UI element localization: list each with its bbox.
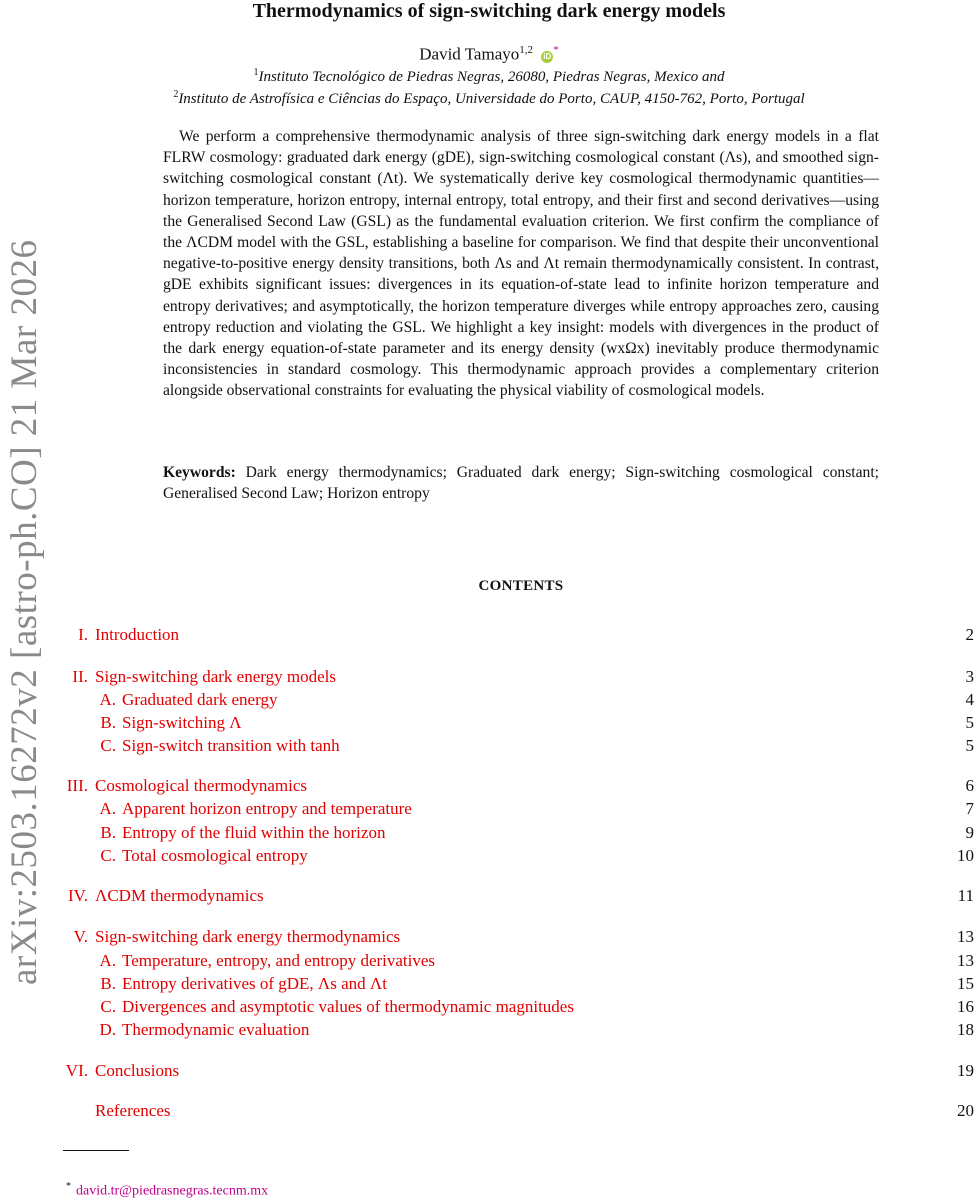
toc-entry[interactable] [0, 775, 978, 797]
toc-entry-link[interactable]: Entropy derivatives of gDE, Λs and Λt [122, 974, 387, 993]
toc-entry-number: IV. [68, 886, 88, 905]
toc-entry-link[interactable]: Introduction [95, 625, 180, 644]
toc-entry[interactable] [0, 822, 978, 844]
toc-entry[interactable] [0, 666, 978, 688]
toc-entry-page: 2 [965, 625, 974, 644]
toc-entry-page: 7 [965, 799, 974, 818]
toc-entry-page: 6 [965, 776, 974, 795]
author-line [0, 44, 978, 65]
toc-entry-number: III. [66, 776, 88, 795]
toc-entry-page: 16 [957, 997, 974, 1016]
toc-entry[interactable] [0, 950, 978, 972]
footnote [66, 1181, 268, 1200]
toc-entry-link[interactable]: Temperature, entropy, and entropy derivatives [122, 951, 436, 970]
toc-entry[interactable] [0, 996, 978, 1018]
author-name: David Tamayo [419, 44, 520, 64]
toc-entry-number: D. [99, 1020, 116, 1039]
toc-entry-number: B. [100, 823, 116, 842]
toc-entry[interactable] [0, 885, 978, 907]
toc-entry-link[interactable]: Sign-switching dark energy models [95, 667, 336, 686]
affiliation-2-mark: 2 [173, 89, 179, 100]
toc-entry-number: B. [100, 974, 116, 993]
toc-entry-number: C. [100, 997, 116, 1016]
toc-entry-page: 9 [965, 823, 974, 842]
toc-entry-link[interactable]: Apparent horizon entropy and temperature [122, 799, 412, 818]
orcid-icon[interactable]: iD [543, 51, 552, 61]
toc-entry-number: C. [100, 846, 116, 865]
toc-entry[interactable] [0, 735, 978, 757]
keywords-label: Keywords: [163, 464, 236, 481]
arxiv-identifier-stamp: arXiv:2503.16272v2 [astro-ph.CO] 21 Mar 2026 [4, 239, 45, 985]
toc-entry-link[interactable]: Total cosmological entropy [122, 846, 308, 865]
toc-entry[interactable] [0, 845, 978, 867]
paper-title: Thermodynamics of sign-switching dark energy models [252, 0, 726, 22]
toc-entry-number: B. [100, 713, 116, 732]
toc-entry[interactable] [0, 926, 978, 948]
toc-entry-number: A. [99, 951, 116, 970]
footnote-mark: * [66, 1181, 71, 1192]
toc-entry-page: 13 [957, 951, 974, 970]
toc-entry-page: 20 [957, 1101, 974, 1120]
toc-entry[interactable] [0, 798, 978, 820]
keywords [163, 462, 879, 504]
author-email-link[interactable]: david.tr@piedrasnegras.tecnm.mx [76, 1183, 269, 1199]
toc-entry-page: 19 [957, 1061, 974, 1080]
toc-entry[interactable] [0, 689, 978, 711]
footnote-divider [63, 1150, 129, 1151]
toc-entry-page: 5 [965, 713, 974, 732]
toc-entry-page: 15 [957, 974, 974, 993]
toc-entry-number: V. [73, 927, 88, 946]
toc-entry-page: 13 [957, 927, 974, 946]
toc-entry-link[interactable]: Sign-switching dark energy thermodynamics [95, 927, 401, 946]
keywords-text: Dark energy thermodynamics; Graduated dark energy; Sign-switching cosmological constant; Generalised Second Law; Horizon entropy [163, 464, 879, 503]
affiliation-1-text: Instituto Tecnológico de Piedras Negras, 26080, Piedras Negras, Mexico and [258, 69, 725, 85]
toc-entry-page: 3 [965, 667, 974, 686]
toc-entry-number: A. [99, 690, 116, 709]
affiliation-2 [0, 89, 978, 108]
abstract: We perform a comprehensive thermodynamic analysis of three sign-switching dark energy models in a flat FLRW cosmology: graduated dark energy (gDE), sign-switching cosmological constant (Λs), and smoothed sign-switching cosmological constant (Λt). We systematically derive key cosmological thermodynamic quantities—horizon temperature, horizon entropy, internal entropy, total entropy, and their first and second derivatives—using the Generalised Second Law (GSL) as the fundamental evaluation criterion. We first confirm the compliance of the ΛCDM model with the GSL, establishing a baseline for comparison. We find that despite their unconventional negative-to-positive energy density transitions, both Λs and Λt remain thermodynamically consistent. In contrast, gDE exhibits significant issues: divergences in its equation-of-state lead to infinite horizon temperature and entropy derivatives; and asymptotically, the horizon temperature diverges while entropy approaches zero, causing entropy reduction and violating the GSL. We highlight a key insight: models with divergences in the product of the dark energy equation-of-state parameter and its energy density (wxΩx) inevitably produce thermodynamic inconsistencies in standard cosmology. This thermodynamic approach provides a complementary criterion alongside observational constraints for evaluating the physical viability of cosmological models. [163, 128, 879, 400]
toc-entry[interactable] [0, 1019, 978, 1041]
toc-entry-number: A. [99, 799, 116, 818]
toc-entry-link[interactable]: Thermodynamic evaluation [122, 1020, 310, 1039]
affiliation-1 [0, 67, 978, 86]
toc-entry-page: 18 [957, 1020, 974, 1039]
toc-entry-link[interactable]: Sign-switching Λ [122, 713, 242, 732]
toc-entry-page: 11 [957, 886, 974, 905]
toc-entry-number: I. [78, 625, 88, 644]
author-footnote-mark[interactable]: * [553, 44, 559, 56]
toc-entry-link[interactable]: References [95, 1101, 171, 1120]
toc-entry-page: 10 [957, 846, 974, 865]
toc-entry-link[interactable]: Divergences and asymptotic values of thermodynamic magnitudes [122, 997, 574, 1016]
toc-entry-link[interactable]: Graduated dark energy [122, 690, 278, 709]
contents-heading: CONTENTS [478, 578, 564, 594]
toc-entry-link[interactable]: Entropy of the fluid within the horizon [122, 823, 386, 842]
toc-entry-number: VI. [65, 1061, 88, 1080]
toc-entry-link[interactable]: ΛCDM thermodynamics [95, 886, 264, 905]
toc-entry-link[interactable]: Sign-switch transition with tanh [122, 736, 340, 755]
toc-entry-number: C. [100, 736, 116, 755]
toc-entry[interactable] [0, 1100, 978, 1122]
affiliation-1-mark: 1 [253, 67, 259, 78]
toc-entry-link[interactable]: Conclusions [95, 1061, 180, 1080]
affiliation-2-text: Instituto de Astrofísica e Ciências do Espaço, Universidade do Porto, CAUP, 4150-762, Porto, Portugal [178, 91, 805, 107]
toc-entry-link[interactable]: Cosmological thermodynamics [95, 776, 307, 795]
toc-entry-page: 5 [965, 736, 974, 755]
toc-entry-number: II. [72, 667, 88, 686]
toc-entry[interactable] [0, 624, 978, 646]
toc-entry[interactable] [0, 1060, 978, 1082]
toc-entry-page: 4 [965, 690, 974, 709]
toc-entry[interactable] [0, 712, 978, 734]
author-affiliation-marks: 1,2 [519, 44, 533, 56]
toc-entry[interactable] [0, 973, 978, 995]
